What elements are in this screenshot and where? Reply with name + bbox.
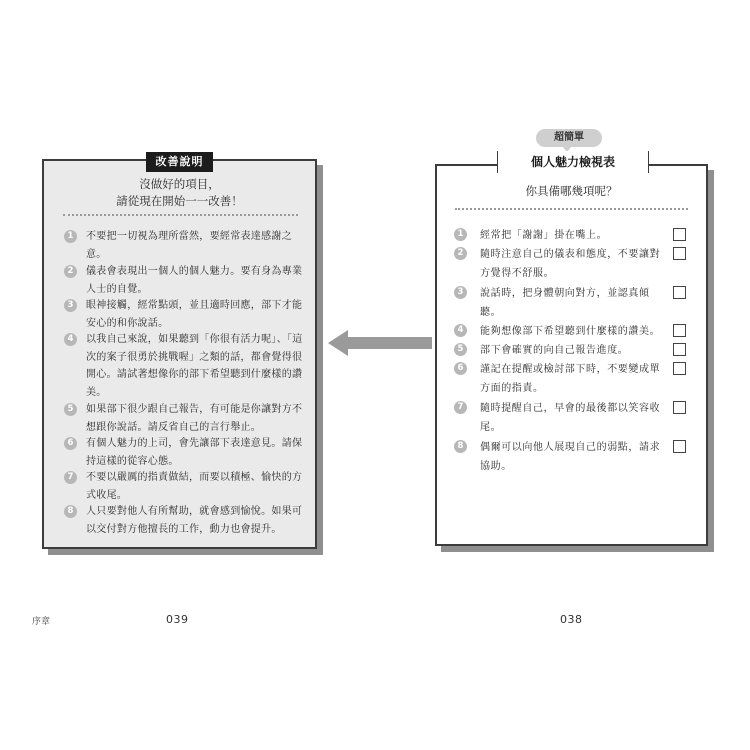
item-number-badge: 2 xyxy=(454,247,467,260)
item-number-badge: 6 xyxy=(454,362,467,375)
improvement-text: 如果部下很少跟自己報告，有可能是你讓對方不想跟你說話。請反省自己的言行舉止。 xyxy=(86,404,303,433)
checkbox[interactable] xyxy=(673,343,686,356)
chapter-label: 序章 xyxy=(32,617,51,627)
checklist-text: 部下會確實的向自己報告進度。 xyxy=(480,345,629,356)
left-arrow-icon xyxy=(328,328,432,358)
item-number-badge: 7 xyxy=(64,471,77,484)
checklist-text: 偶爾可以向他人展現自己的弱點，請求協助。 xyxy=(480,442,661,472)
checklist-text: 隨時注意自己的儀表和態度，不要讓對方覺得不舒服。 xyxy=(480,249,661,279)
item-number-badge: 1 xyxy=(454,228,467,241)
improvement-text: 不要以嚴厲的指責做結，而要以積極、愉快的方式收尾。 xyxy=(86,472,303,501)
dotted-divider xyxy=(63,214,298,216)
item-number-badge: 8 xyxy=(454,440,467,453)
item-number-badge: 5 xyxy=(454,343,467,356)
improvement-subtitle-line1: 沒做好的項目， xyxy=(139,177,220,191)
improvement-text: 儀表會表現出一個人的個人魅力。要有身為專業人士的自覺。 xyxy=(86,266,303,295)
left-page-number: 039 xyxy=(166,613,189,626)
improvement-text: 以我自己來說，如果聽到「你很有活力呢」、「這次的案子很勇於挑戰喔」之類的話，都會覺得很開心。請試著想像你的部下希望聽到什麼樣的讚美。 xyxy=(86,334,303,398)
item-number-badge: 7 xyxy=(454,401,467,414)
improvement-text: 人只要對他人有所幫助，就會感到愉悅。如果可以交付對方他擅長的工作，動力也會提升。 xyxy=(86,506,303,535)
improvement-text: 不要把一切視為理所當然，要經常表達感謝之意。 xyxy=(86,231,292,260)
item-number-badge: 3 xyxy=(64,299,77,312)
right-page-number: 038 xyxy=(560,613,583,626)
item-number-badge: 5 xyxy=(64,403,77,416)
improvement-subtitle xyxy=(42,176,317,210)
item-number-badge: 2 xyxy=(64,265,77,278)
item-number-badge: 4 xyxy=(454,324,467,337)
improvement-subtitle-line2: 請從現在開始一一改善！ xyxy=(116,194,243,208)
checkbox[interactable] xyxy=(673,228,686,241)
checklist-title: 個人魅力檢視表 xyxy=(530,155,615,169)
item-number-badge: 8 xyxy=(64,505,77,518)
checkbox[interactable] xyxy=(673,247,686,260)
improvement-tag: 改善說明 xyxy=(146,152,213,172)
improvement-text: 有個人魅力的上司，會先讓部下表達意見。請保持這樣的從容心態。 xyxy=(86,438,303,467)
checkbox[interactable] xyxy=(673,362,686,375)
checkbox[interactable] xyxy=(673,286,686,299)
checklist-text: 經常把「謝謝」掛在嘴上。 xyxy=(480,230,608,241)
checklist-text: 能夠想像部下希望聽到什麼樣的讚美。 xyxy=(480,326,661,337)
item-number-badge: 4 xyxy=(64,333,77,346)
item-number-badge: 3 xyxy=(454,286,467,299)
checklist-text: 說話時，把身體朝向對方，並認真傾聽。 xyxy=(480,288,650,318)
checklist-text: 隨時提醒自己，早會的最後都以笑容收尾。 xyxy=(480,403,661,433)
improvement-text: 眼神接觸，經常點頭，並且適時回應，部下才能安心的和你說話。 xyxy=(86,300,303,329)
item-number-badge: 1 xyxy=(64,230,77,243)
checkbox[interactable] xyxy=(673,401,686,414)
item-number-badge: 6 xyxy=(64,437,77,450)
dotted-divider xyxy=(455,208,688,210)
speech-bubble: 超簡單 xyxy=(536,129,602,147)
checkbox[interactable] xyxy=(673,440,686,453)
checklist-subtitle: 你具備哪幾項呢？ xyxy=(525,184,618,198)
checklist-text: 謹記在提醒或檢討部下時，不要變成單方面的指責。 xyxy=(480,364,661,394)
checkbox[interactable] xyxy=(673,324,686,337)
